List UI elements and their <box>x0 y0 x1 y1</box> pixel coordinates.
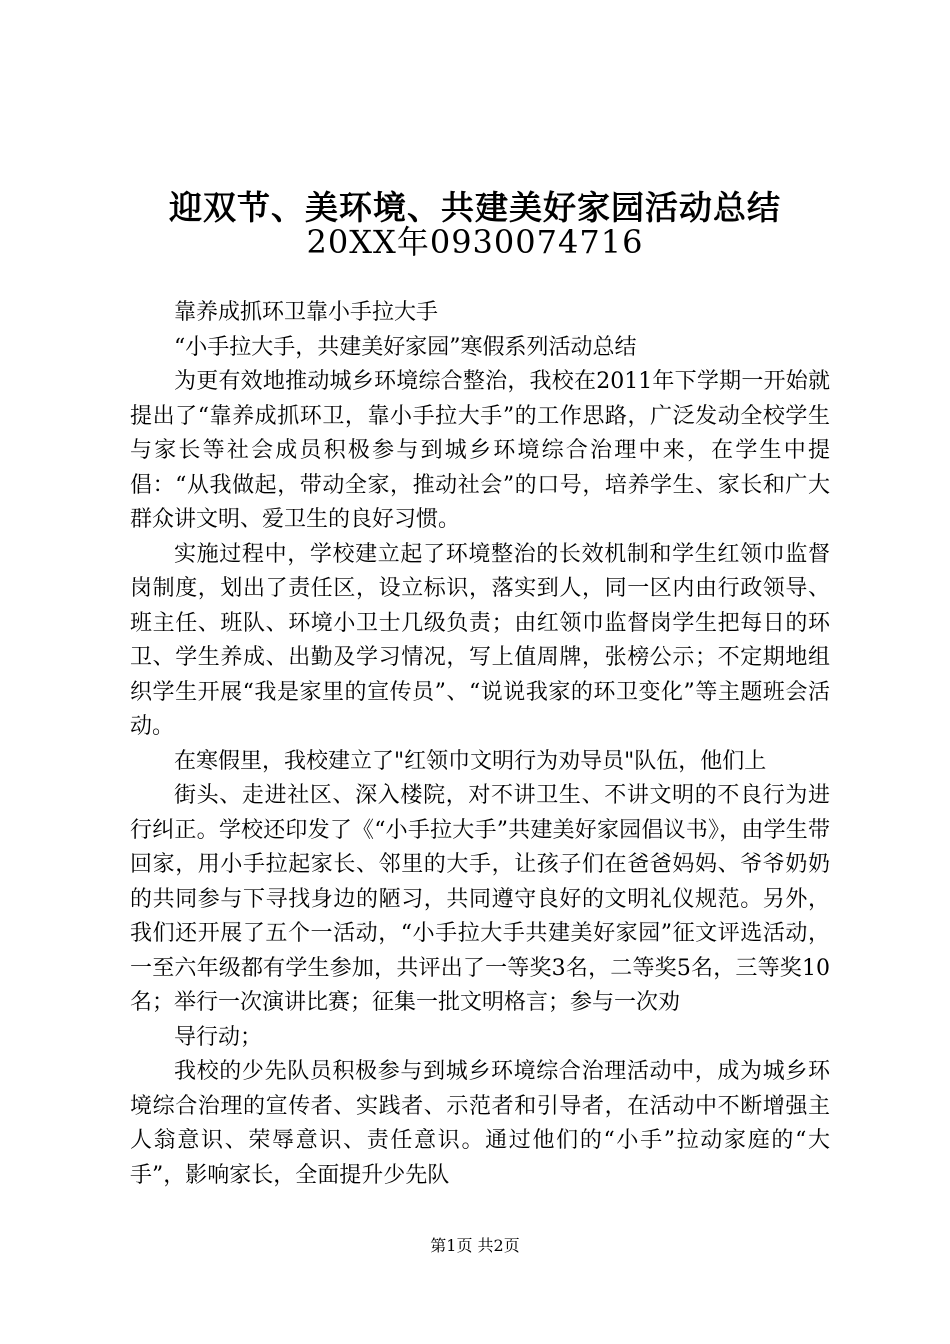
document-body <box>130 296 830 1193</box>
paragraph: 导行动； <box>174 1024 263 1050</box>
page-footer: 第1页 共2页 <box>430 1236 520 1255</box>
paragraph-heading: 靠养成抓环卫靠小手拉大手 <box>174 300 439 325</box>
document-title: 迎双节、美环境、共建美好家园活动总结 <box>169 188 781 227</box>
paragraph-subtitle: “小手拉大手，共建美好家园”寒假系列活动总结 <box>174 334 637 360</box>
paragraph: 街头、走进社区、深入楼院，对不讲卫生、不讲文明的不良行为进行纠正。学校还印发了《“小手拉大手”共建美好家园倡议书》，由学生带回家，用小手拉起家长、邻里的大手，让孩子们在爸爸妈妈、爷爷奶奶的共同参与下寻找身边的陋习，共同遵守良好的文明礼仪规范。另外，我们还开展了五个一活动，“小手拉大手共建美好家园”征文评选活动，一至六年级都有学生参加，共评出了一等奖3名，二等奖5名，三等奖10名；举行一次演讲比赛；征集一批文明格言；参与一次劝 <box>130 783 830 1015</box>
document-title-code: 20XX年0930074716 <box>306 223 644 261</box>
paragraph: 在寒假里，我校建立了"红领巾文明行为劝导员"队伍，他们上 <box>174 748 767 774</box>
paragraph: 为更有效地推动城乡环境综合整治，我校在2011年下学期一开始就提出了“靠养成抓环卫，靠小手拉大手”的工作思路，广泛发动全校学生与家长等社会成员积极参与到城乡环境综合治理中来，在学生中提倡：“从我做起，带动全家，推动社会”的口号，培养学生、家长和广大群众讲文明、爱卫生的良好习惯。 <box>130 369 830 532</box>
paragraph: 实施过程中，学校建立起了环境整治的长效机制和学生红领巾监督岗制度，划出了责任区，设立标识，落实到人，同一区内由行政领导、班主任、班队、环境小卫士几级负责；由红领巾监督岗学生把每日的环卫、学生养成、出勤及学习情况，写上值周牌，张榜公示；不定期地组织学生开展“我是家里的宣传员”、“说说我家的环卫变化”等主题班会活动。 <box>130 541 830 739</box>
paragraph: 我校的少先队员积极参与到城乡环境综合治理活动中，成为城乡环境综合治理的宣传者、实践者、示范者和引导者，在活动中不断增强主人翁意识、荣辱意识、责任意识。通过他们的“小手”拉动家庭的“大手”，影响家长，全面提升少先队 <box>130 1059 830 1188</box>
